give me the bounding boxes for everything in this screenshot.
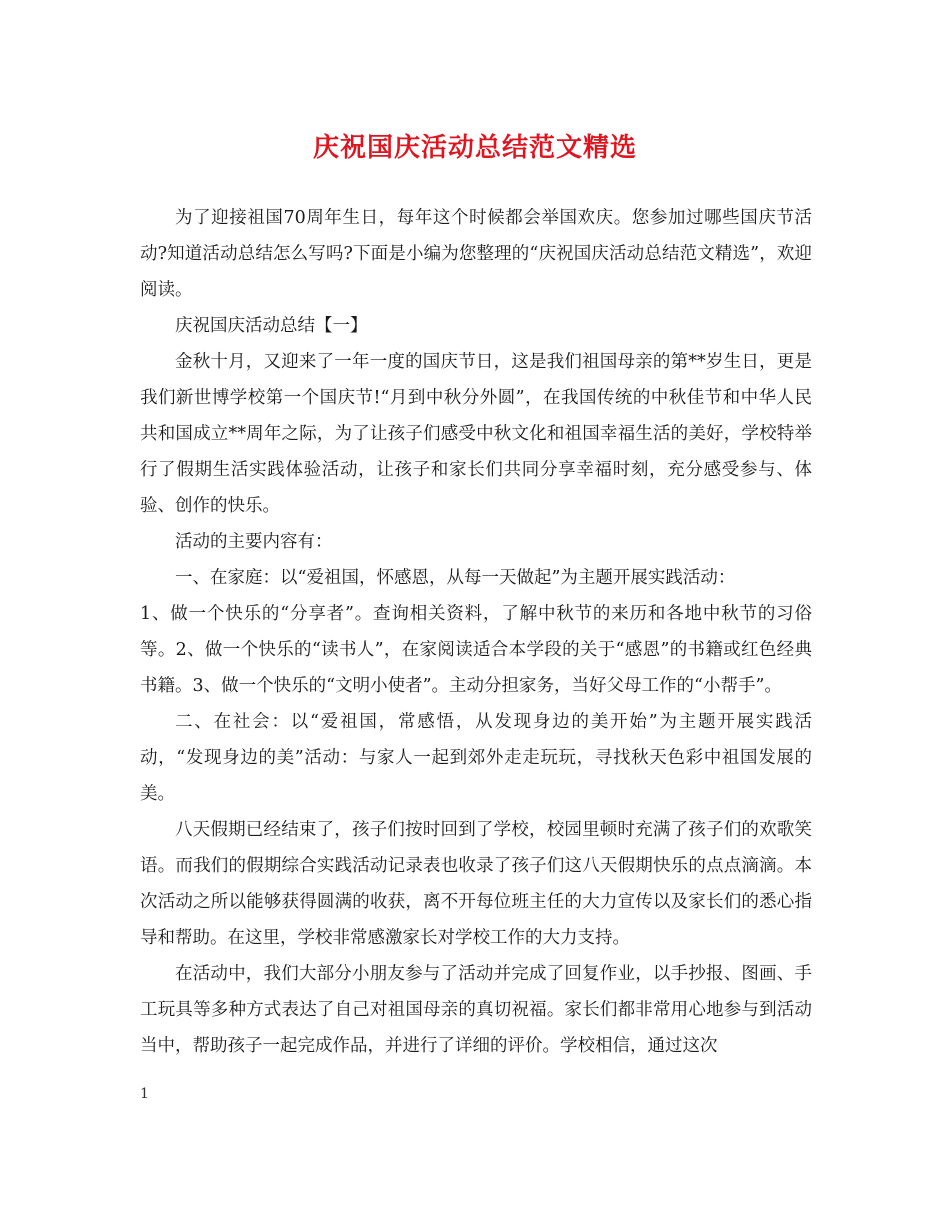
paragraph-society-activity: 二、在社会：以“爱祖国，常感悟，从发现身边的美开始”为主题开展实践活动，“发现身边的美”活动：与家人一起到郊外走走玩玩，寻找秋天色彩中祖国发展的美。 xyxy=(140,712,812,804)
paragraph-golden-autumn: 金秋十月，又迎来了一年一度的国庆节日，这是我们祖国母亲的第**岁生日，更是我们新世博学校第一个国庆节!“月到中秋分外圆”，在我国传统的中秋佳节和中华人民共和国成立**周年之际，为了让孩子们感受中秋文化和祖国幸福生活的美好，学校特举行了假期生活实践体验活动，让孩子和家长们共同分享幸福时刻，充分感受参与、体验、创作的快乐。 xyxy=(140,352,812,516)
document-title: 庆祝国庆活动总结范文精选 xyxy=(312,133,637,163)
paragraph-activity-participation: 在活动中，我们大部分小朋友参与了活动并完成了回复作业，以手抄报、图画、手工玩具等多种方式表达了自己对祖国母亲的真切祝福。家长们都非常用心地参与到活动当中，帮助孩子一起完成作品，并进行了详细的评价。学校相信，通过这次 xyxy=(140,964,812,1056)
paragraph-family-items: 1、做一个快乐的“分享者”。查询相关资料，了解中秋节的来历和各地中秋节的习俗等。2、做一个快乐的“读书人”，在家阅读适合本学段的关于“感恩”的书籍或红色经典书籍。3、做一个快乐的“文明小使者”。主动分担家务，当好父母工作的“小帮手”。 xyxy=(140,604,812,696)
paragraph-holiday-ended: 八天假期已经结束了，孩子们按时回到了学校，校园里顿时充满了孩子们的欢歌笑语。而我们的假期综合实践活动记录表也收录了孩子们这八天假期快乐的点点滴滴。本次活动之所以能够获得圆满的收获，离不开每位班主任的大力宣传以及家长们的悉心指导和帮助。在这里，学校非常感激家长对学校工作的大力支持。 xyxy=(140,820,812,948)
document-body xyxy=(140,200,812,1064)
paragraph-intro: 为了迎接祖国70周年生日，每年这个时候都会举国欢庆。您参加过哪些国庆节活动?知道活动总结怎么写吗?下面是小编为您整理的“庆祝国庆活动总结范文精选”，欢迎阅读。 xyxy=(140,208,812,300)
paragraph-main-content-heading: 活动的主要内容有： xyxy=(175,532,333,552)
paragraph-family-activity: 一、在家庭：以“爱祖国，怀感恩，从每一天做起”为主题开展实践活动： xyxy=(175,568,736,588)
paragraph-section-heading: 庆祝国庆活动总结【一】 xyxy=(175,316,368,336)
page-number: 1 xyxy=(140,1086,149,1102)
